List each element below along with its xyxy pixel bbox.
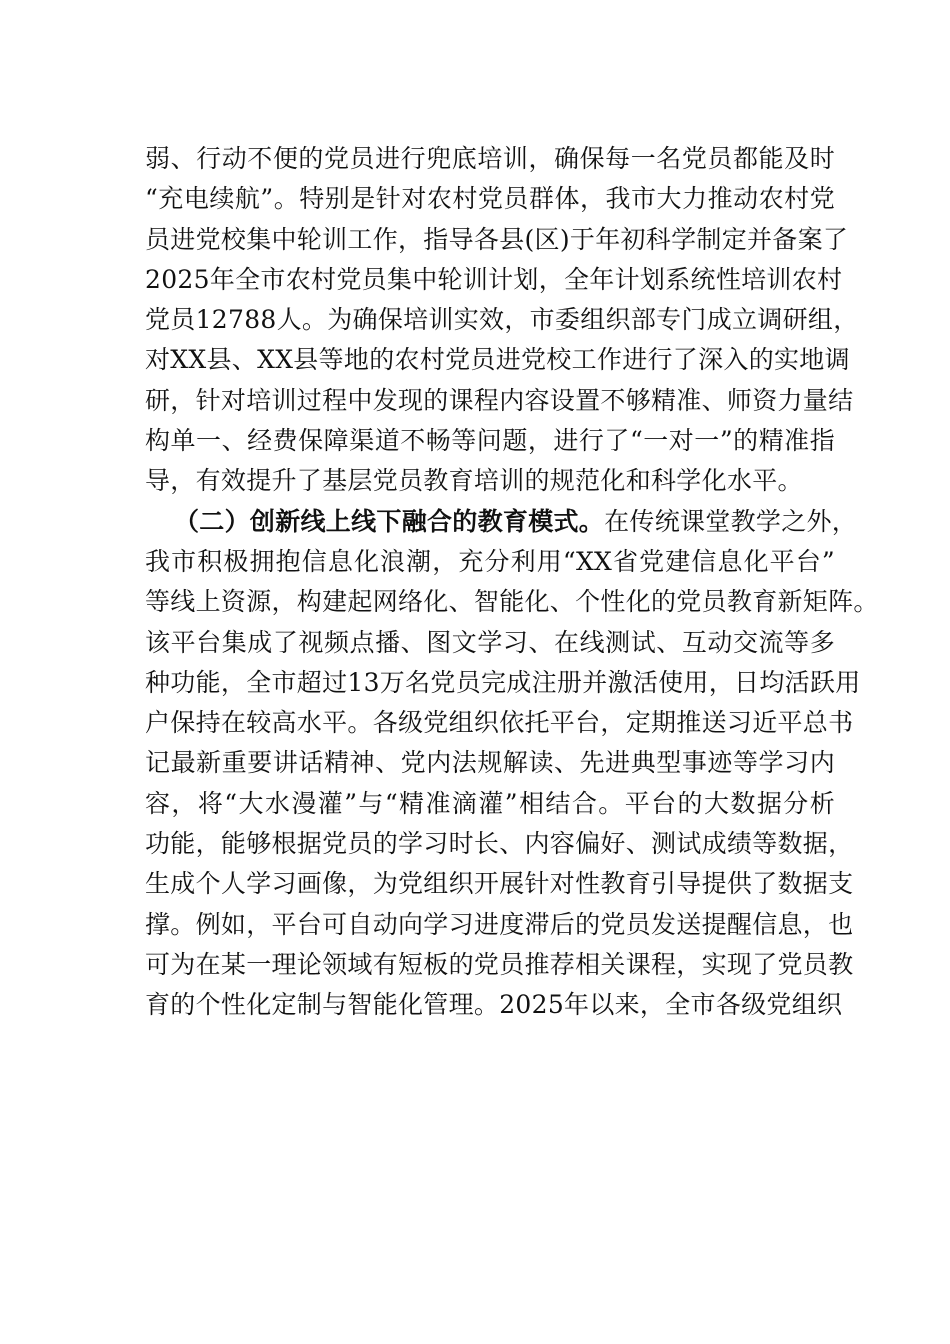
body-text [145, 139, 879, 1026]
text-line: 导，有效提升了基层党员教育培训的规范化和科学化水平。 [145, 466, 803, 496]
paragraph-rural-training [145, 139, 859, 502]
text-line: 对XX县、XX县等地的农村党员进党校工作进行了深入的实地调 [145, 345, 850, 375]
text-line: 员进党校集中轮训工作，指导各县(区)于年初科学制定并备案了 [145, 224, 849, 254]
text-line: 可为在某一理论领域有短板的党员推荐相关课程，实现了党员教 [145, 949, 854, 979]
text-line: 该平台集成了视频点播、图文学习、在线测试、互动交流等多 [145, 627, 835, 657]
text-line: “充电续航”。特别是针对农村党员群体，我市大力推动农村党 [145, 184, 835, 214]
text-line: 弱、行动不便的党员进行兜底培训，确保每一名党员都能及时 [145, 144, 835, 173]
text-line: 我市积极拥抱信息化浪潮，充分利用“XX省党建信息化平台” [145, 546, 835, 576]
text-line: 2025年全市农村党员集中轮训计划，全年计划系统性培训农村 [145, 264, 843, 294]
text-line: 容，将“大水漫灌”与“精准滴灌”相结合。平台的大数据分析 [145, 788, 835, 818]
section-heading: （二）创新线上线下融合的教育模式。 [174, 506, 605, 536]
section-first-line [145, 502, 858, 542]
paragraph-online-offline [145, 502, 879, 1026]
heading-trailing-text: 在传统课堂教学之外， [604, 506, 858, 536]
text-line: 功能，能够根据党员的学习时长、内容偏好、测试成绩等数据， [145, 829, 854, 859]
text-line: 育的个性化定制与智能化管理。2025年以来，全市各级党组织 [145, 990, 843, 1020]
text-line: 记最新重要讲话精神、党内法规解读、先进典型事迹等学习内 [145, 748, 835, 778]
text-line: 研，针对培训过程中发现的课程内容设置不够精准、师资力量结 [145, 385, 854, 415]
text-line: 撑。例如，平台可自动向学习进度滞后的党员发送提醒信息，也 [145, 909, 854, 939]
text-line: 生成个人学习画像，为党组织开展针对性教育引导提供了数据支 [145, 869, 854, 899]
text-line: 党员12788人。为确保培训实效，市委组织部专门成立调研组， [145, 305, 859, 335]
text-line: 种功能，全市超过13万名党员完成注册并激活使用，日均活跃用 [145, 667, 861, 697]
text-line: 户保持在较高水平。各级党组织依托平台，定期推送习近平总书 [145, 708, 854, 738]
text-line: 构单一、经费保障渠道不畅等问题，进行了“一对一”的精准指 [145, 426, 835, 456]
text-line: 等线上资源，构建起网络化、智能化、个性化的党员教育新矩阵。 [145, 587, 879, 617]
